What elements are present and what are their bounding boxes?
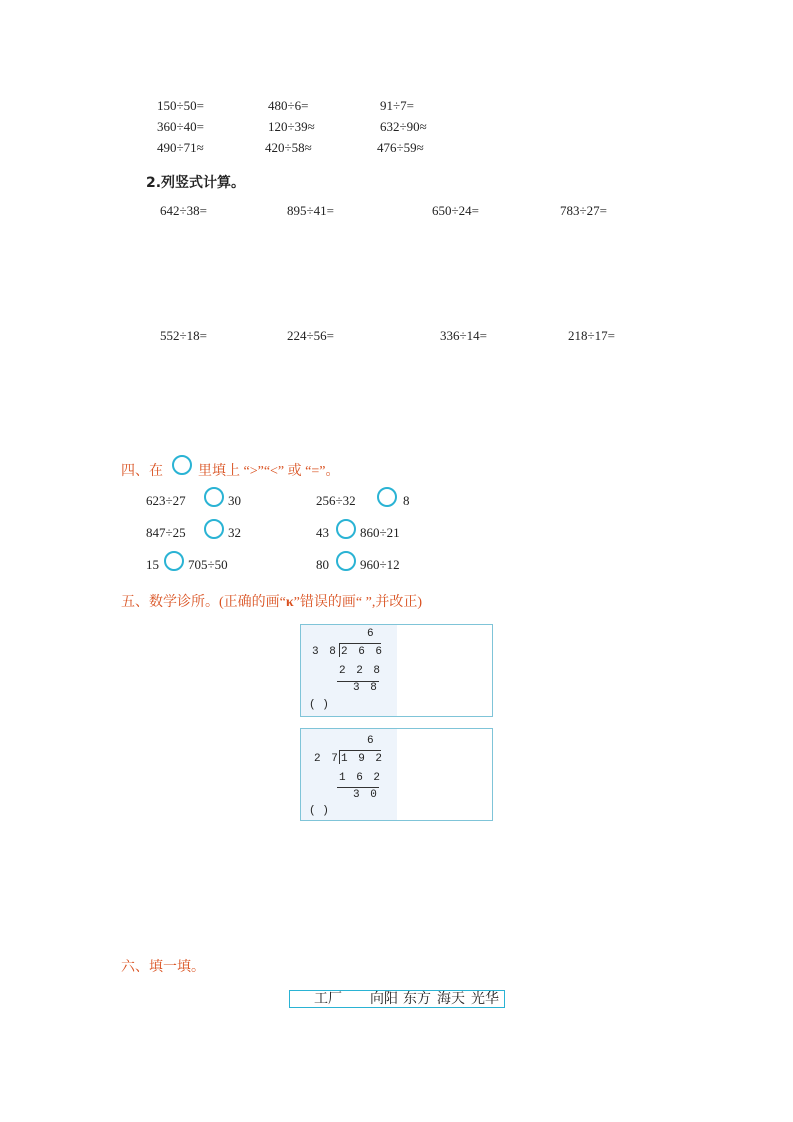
section4-heading-suffix: 里填上 “>”“<” 或 “=”。 [198,464,340,479]
factory-cell-2: 向阳 [370,991,398,1007]
compare-6-right: 960÷12 [360,557,400,572]
section4-heading-prefix: 四、在 [121,464,163,479]
compare-1-circle[interactable] [204,487,224,507]
section5-heading-text: 五、数学诊所。(正确的画“ [121,595,286,610]
compare-4-circle[interactable] [336,519,356,539]
part1-r3c1: 490÷71≈ [157,140,204,155]
compare-3-right: 32 [228,525,241,540]
answer-circle-icon [172,455,192,475]
answer-paren[interactable]: ( ) [309,699,329,711]
section5-heading [121,591,422,611]
compare-4-right: 860÷21 [360,525,400,540]
product: 1 6 2 [339,772,383,784]
vertical-calc-1: 642÷38= [160,203,207,218]
vertical-calc-3: 650÷24= [432,203,479,218]
vertical-calc-7: 336÷14= [440,328,487,343]
section2-heading: 2.列竖式计算。 [146,175,246,191]
clinic-box-1 [300,624,493,717]
part1-r1c1: 150÷50= [157,98,204,113]
compare-5-left: 15 [146,557,159,572]
correct-mark: κ [285,595,294,610]
divisor: 3 8 [312,646,338,658]
part1-r3c3: 476÷59≈ [377,140,424,155]
part1-r2c1: 360÷40= [157,119,204,134]
remainder: 3 8 [353,682,379,694]
factory-cell-3: 东方 [403,991,431,1007]
vertical-calc-5: 552÷18= [160,328,207,343]
part1-r2c2: 120÷39≈ [268,119,315,134]
product: 2 2 8 [339,665,383,677]
dividend: 2 6 6 [341,646,385,658]
quotient: 6 [367,628,376,640]
compare-3-left: 847÷25 [146,525,186,540]
vertical-calc-2: 895÷41= [287,203,334,218]
compare-5-circle[interactable] [164,551,184,571]
compare-1-right: 30 [228,493,241,508]
vertical-calc-8: 218÷17= [568,328,615,343]
compare-4-left: 43 [316,525,329,540]
factory-cell-5: 光华 [471,991,499,1007]
section5-heading-tail: ”错误的画“ ”,并改正) [293,595,422,610]
compare-6-circle[interactable] [336,551,356,571]
compare-2-right: 8 [403,493,410,508]
compare-3-circle[interactable] [204,519,224,539]
answer-paren[interactable]: ( ) [309,805,329,817]
compare-2-circle[interactable] [377,487,397,507]
remainder: 3 0 [353,789,379,801]
factory-cell-4: 海天 [437,991,465,1007]
vertical-calc-4: 783÷27= [560,203,607,218]
compare-5-right: 705÷50 [188,557,228,572]
quotient: 6 [367,735,376,747]
part1-r2c3: 632÷90≈ [380,119,427,134]
compare-1-left: 623÷27 [146,493,186,508]
part1-r1c3: 91÷7= [380,98,414,113]
part1-r3c2: 420÷58≈ [265,140,312,155]
section6-heading: 六、填一填。 [121,960,205,975]
compare-2-left: 256÷32 [316,493,356,508]
dividend: 1 9 2 [341,753,385,765]
factory-cell-1: 工厂 [314,991,342,1007]
divisor: 2 7 [314,753,340,765]
compare-6-left: 80 [316,557,329,572]
part1-r1c2: 480÷6= [268,98,309,113]
factory-table [289,990,505,1008]
clinic-box-2 [300,728,493,821]
vertical-calc-6: 224÷56= [287,328,334,343]
